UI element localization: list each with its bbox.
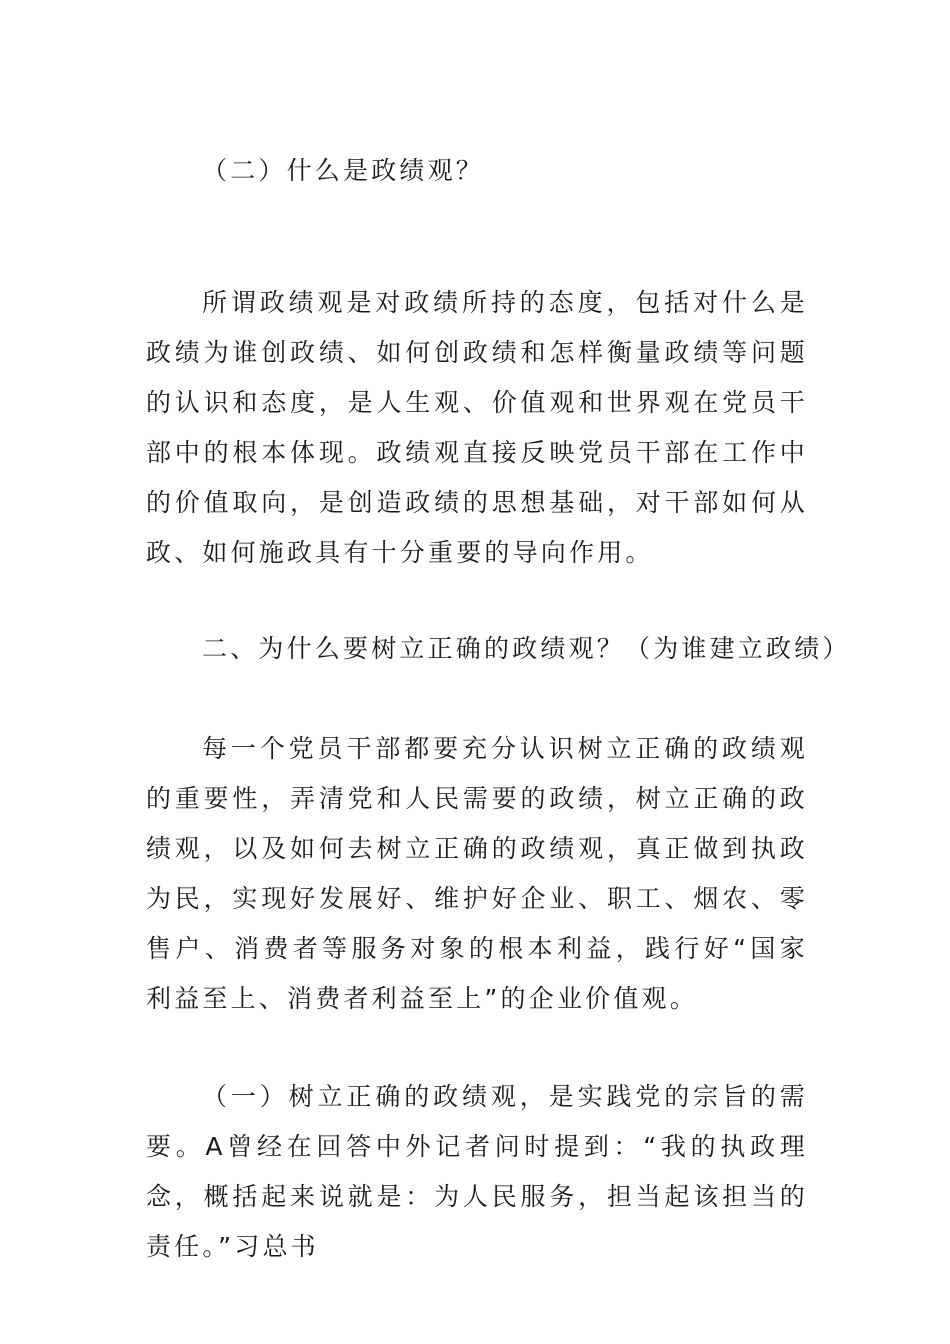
paragraph-definition: 所谓政绩观是对政绩所持的态度，包括对什么是政绩为谁创政绩、如何创政绩和怎样衡量政绩等问题的认识和态度，是人生观、价值观和世界观在党员干部中的根本体现。政绩观直接反映党员干部在工作中的价值取向，是创造政绩的思想基础，对干部如何从政、如何施政具有十分重要的导向作用。	[146, 288, 808, 567]
section-heading-what-is-performance-view: （二）什么是政绩观？	[202, 156, 485, 185]
paragraph-party-purpose: （一）树立正确的政绩观，是实践党的宗旨的需要。A曾经在回答中外记者问时提到：“我的执政理念，概括起来说就是：为人民服务，担当起该担当的责任。”习总书	[146, 1082, 808, 1261]
main-heading-why-establish: 二、为什么要树立正确的政绩观？（为谁建立政绩）	[202, 634, 851, 663]
paragraph-importance: 每一个党员干部都要充分认识树立正确的政绩观的重要性，弄清党和人民需要的政绩，树立正确的政绩观，以及如何去树立正确的政绩观，真正做到执政为民，实现好发展好、维护好企业、职工、烟农、零售户、消费者等服务对象的根本利益，践行好“国家利益至上、消费者利益至上”的企业价值观。	[146, 734, 808, 1013]
